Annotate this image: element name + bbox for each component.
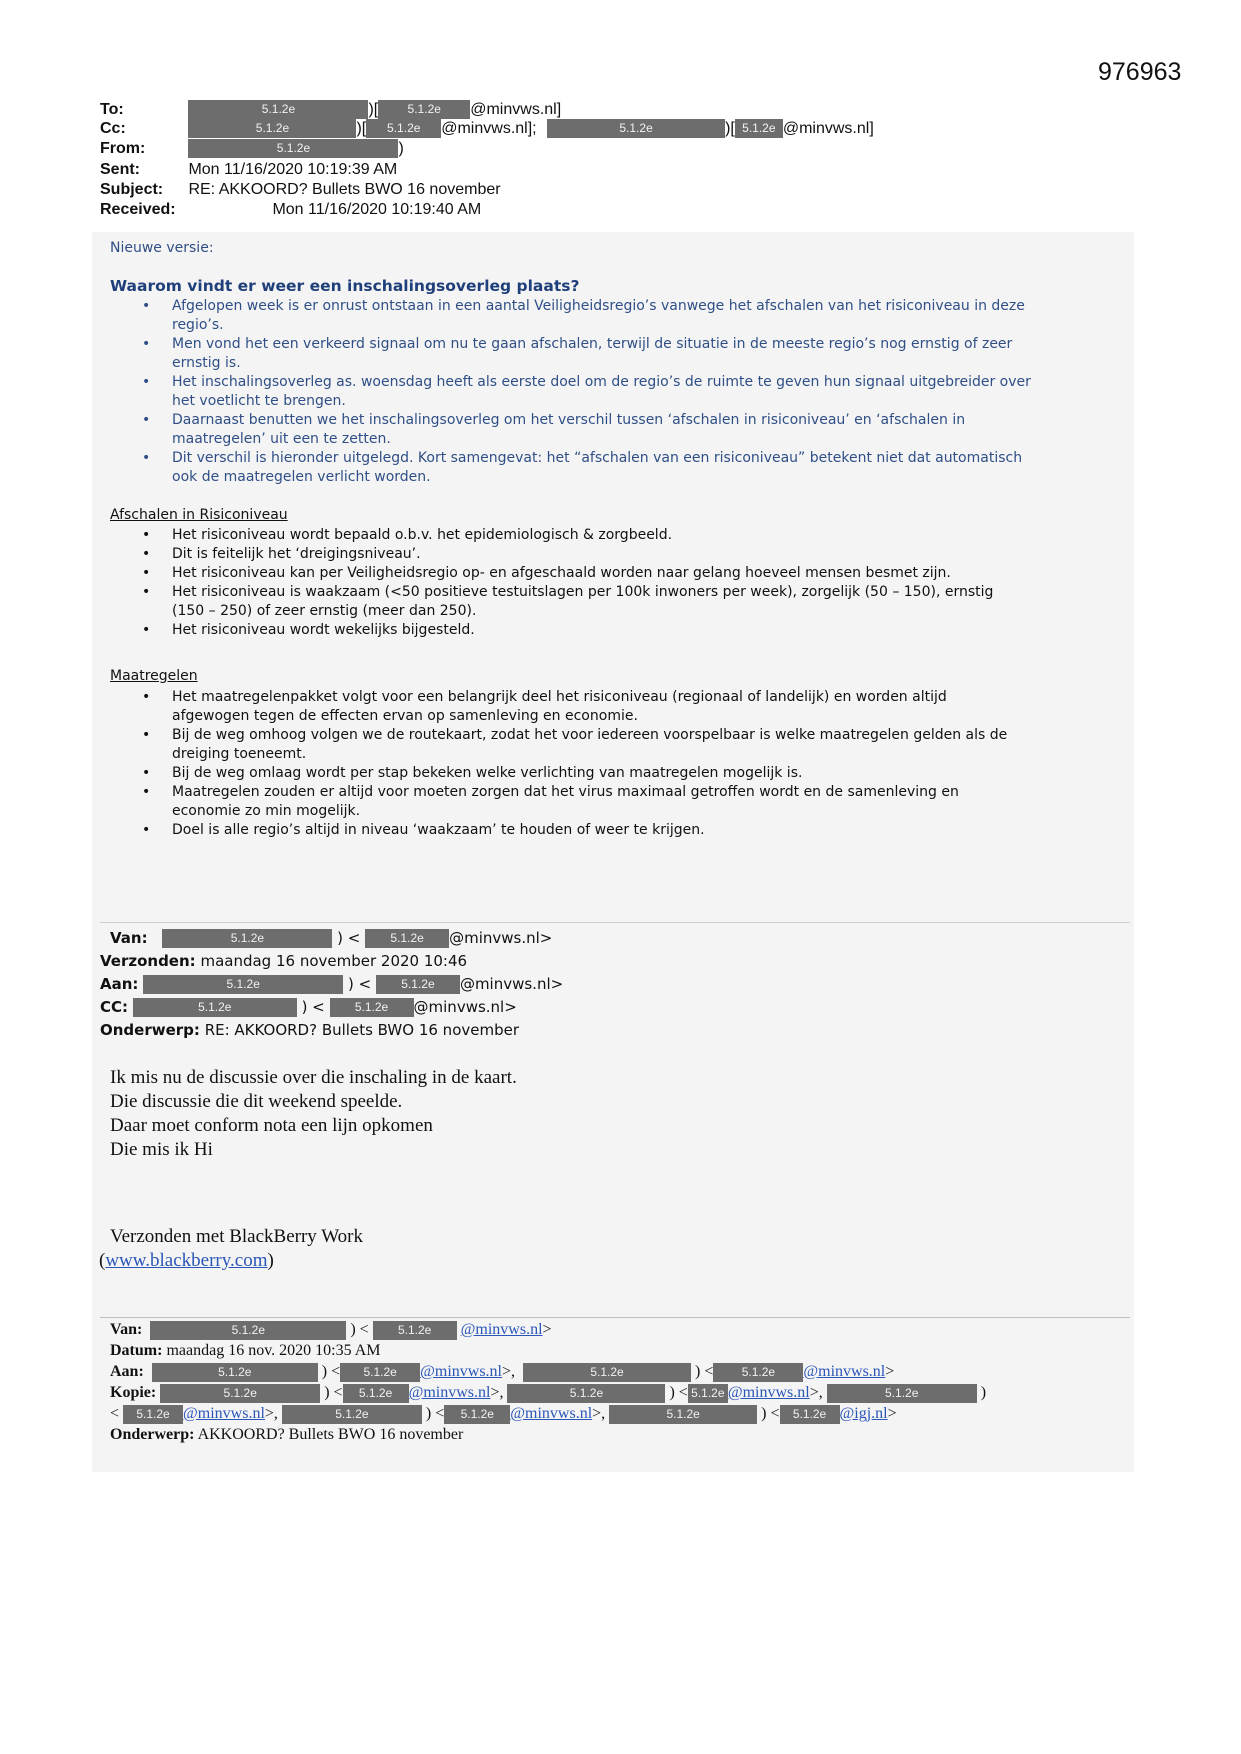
document-id: 976963 xyxy=(1098,58,1182,86)
intro-text: Nieuwe versie: xyxy=(110,240,214,256)
subject-value: RE: AKKOORD? Bullets BWO 16 november xyxy=(188,181,501,198)
bullet-text: Dit verschil is hieronder uitgelegd. Kort samengevat: het “afschalen van een risiconiveau” betekent niet dat automatisch xyxy=(172,450,1023,466)
bullet-item xyxy=(110,564,1140,583)
section-risiconiveau-title: Afschalen in Risiconiveau xyxy=(110,507,288,523)
bullet-item xyxy=(110,335,1140,373)
redaction: 5.1.2e xyxy=(340,1363,420,1382)
bullet-item xyxy=(110,297,1140,335)
mid-van-row: Van: 5.1.2e ) < 5.1.2e @minvws.nl> xyxy=(110,929,553,947)
redaction: 5.1.2e xyxy=(150,1321,346,1340)
bullet-item xyxy=(110,411,1140,449)
van-domain: @minvws.nl> xyxy=(449,929,553,947)
signature-link-line: (www.blackberry.com) xyxy=(99,1250,274,1271)
redaction: 5.1.2e xyxy=(713,1363,803,1382)
bullet-text: Afgelopen week is er onrust ontstaan in een aantal Veiligheidsregio’s vanwege het afschalen van het risiconiveau in deze xyxy=(172,298,1025,314)
email-link[interactable]: @minvws.nl xyxy=(420,1363,502,1380)
redaction: 5.1.2e xyxy=(780,1405,840,1424)
bullet-dot: • xyxy=(142,374,151,390)
bullet-text: Doel is alle regio’s altijd in niveau ‘waakzaam’ te houden of weer te krijgen. xyxy=(172,822,705,838)
bullet-text: Daarnaast benutten we het inschalingsoverleg om het verschil tussen ‘afschalen in risiconiveau’ en ‘afschalen in xyxy=(172,412,966,428)
van-label: Van: xyxy=(110,929,148,947)
bullet-item xyxy=(110,783,1140,821)
bullet-text: Het risiconiveau is waakzaam (<50 positieve testuitslagen per 100k inwoners per week), zorgelijk (50 – 150), ernstig xyxy=(172,584,994,600)
cc-domain-2: @minvws.nl] xyxy=(782,120,874,137)
redaction: 5.1.2e xyxy=(735,119,783,138)
bullet-text: Het inschalingsoverleg as. woensdag heeft als eerste doel om de regio’s de ruimte te geven hun signaal uitgebreider over xyxy=(172,374,1031,390)
redaction: 5.1.2e xyxy=(162,929,332,948)
email-link[interactable]: @minvws.nl xyxy=(183,1405,265,1422)
bullet-item xyxy=(110,583,1140,621)
bullet-item xyxy=(110,449,1140,487)
question-bullet-list xyxy=(110,297,1140,487)
bullet-text: Bij de weg omhoog volgen we de routekaart, zodat het voor iedereen voorspelbaar is welke maatregelen gelden als de xyxy=(172,727,1008,743)
bullet-dot: • xyxy=(142,336,151,352)
redaction: 5.1.2e xyxy=(688,1384,728,1403)
received-label: Received: xyxy=(100,201,176,218)
onderwerp-value: RE: AKKOORD? Bullets BWO 16 november xyxy=(204,1021,519,1039)
received-value: Mon 11/16/2020 10:19:40 AM xyxy=(272,201,482,218)
bottom-datum-row xyxy=(110,1341,381,1361)
bullet-text: regio’s. xyxy=(172,317,224,333)
verzonden-value: maandag 16 november 2020 10:46 xyxy=(200,952,468,970)
bullet-dot: • xyxy=(142,546,151,562)
aan-label: Aan: xyxy=(110,1363,144,1380)
bullet-dot: • xyxy=(142,622,151,638)
redaction: 5.1.2e xyxy=(143,975,343,994)
bullet-text: Het maatregelenpakket volgt voor een belangrijk deel het risiconiveau (regionaal of landelijk) en worden altijd xyxy=(172,689,947,705)
onderwerp-value: AKKOORD? Bullets BWO 16 november xyxy=(197,1426,464,1443)
redaction: 5.1.2e xyxy=(160,1384,320,1403)
redaction: 5.1.2e xyxy=(330,998,414,1017)
bullet-text: het voetlicht te brengen. xyxy=(172,393,346,409)
bullet-dot: • xyxy=(142,450,151,466)
message-line: Die mis ik Hi xyxy=(110,1139,213,1160)
aan-domain: @minvws.nl> xyxy=(459,975,564,993)
bottom-kopie-row: Kopie: 5.1.2e ) < 5.1.2e @minvws.nl>, 5.1.2e ) < 5.1.2e @minvws.nl>, 5.1.2e ) xyxy=(110,1384,987,1401)
bullet-text: Het risiconiveau wordt wekelijks bijgesteld. xyxy=(172,622,475,638)
sent-row xyxy=(100,160,397,180)
bullet-item xyxy=(110,545,1140,564)
datum-value: maandag 16 nov. 2020 10:35 AM xyxy=(166,1342,381,1359)
cc-domain-1: @minvws.nl]; xyxy=(441,120,537,137)
bullet-item xyxy=(110,821,1140,840)
redaction: 5.1.2e xyxy=(827,1384,977,1403)
bullet-text: Dit is feitelijk het ‘dreigingsniveau’. xyxy=(172,546,421,562)
bullet-text: Maatregelen zouden er altijd voor moeten zorgen dat het virus maximaal getroffen wordt en de samenleving en xyxy=(172,784,959,800)
bullet-dot: • xyxy=(142,822,151,838)
question-heading: Waarom vindt er weer een inschalingsoverleg plaats? xyxy=(110,277,580,295)
van-label: Van: xyxy=(110,1321,143,1338)
separator xyxy=(100,1317,1130,1318)
bottom-kopie-row-2: < 5.1.2e @minvws.nl>, 5.1.2e ) < 5.1.2e @minvws.nl>, 5.1.2e ) < 5.1.2e @igj.nl> xyxy=(110,1405,897,1422)
onderwerp-label: Onderwerp: xyxy=(100,1021,200,1039)
bullet-dot: • xyxy=(142,565,151,581)
blackberry-link[interactable]: www.blackberry.com xyxy=(105,1250,268,1271)
email-link[interactable]: @minvws.nl xyxy=(408,1384,491,1401)
section-maatregelen-title: Maatregelen xyxy=(110,668,198,684)
mid-verzonden-row xyxy=(100,951,467,971)
bullet-item xyxy=(110,726,1140,764)
received-row xyxy=(100,200,481,220)
email-link[interactable]: @igj.nl xyxy=(839,1405,888,1422)
bullet-item xyxy=(110,688,1140,726)
aan-label: Aan: xyxy=(100,975,139,993)
redaction: 5.1.2e xyxy=(507,1384,665,1403)
from-row xyxy=(100,139,404,159)
bullet-dot: • xyxy=(142,727,151,743)
redaction: 5.1.2e xyxy=(609,1405,757,1424)
kopie-label: Kopie: xyxy=(110,1384,157,1401)
bottom-van-row: Van: 5.1.2e ) < 5.1.2e @minvws.nl> xyxy=(110,1321,552,1338)
redaction: 5.1.2e xyxy=(444,1405,510,1424)
mid-onderwerp-row xyxy=(100,1020,519,1040)
cc-label: CC: xyxy=(100,998,129,1016)
bullet-dot: • xyxy=(142,412,151,428)
bullet-dot: • xyxy=(142,298,151,314)
bullet-text: Men vond het een verkeerd signaal om nu te gaan afschalen, terwijl de situatie in de meeste regio’s nog ernstig of zeer xyxy=(172,336,1013,352)
redaction: 5.1.2e xyxy=(188,100,368,119)
bullet-item xyxy=(110,373,1140,411)
bullet-dot: • xyxy=(142,689,151,705)
email-link[interactable]: @minvws.nl xyxy=(727,1384,810,1401)
bullet-item xyxy=(110,621,1140,640)
bullet-dot: • xyxy=(142,584,151,600)
redaction: 5.1.2e xyxy=(188,139,398,158)
sent-value: Mon 11/16/2020 10:19:39 AM xyxy=(188,161,398,178)
redaction: 5.1.2e xyxy=(188,119,356,138)
redaction: 5.1.2e xyxy=(373,1321,457,1340)
to-domain: @minvws.nl] xyxy=(470,101,562,118)
email-link[interactable]: @minvws.nl xyxy=(510,1405,593,1422)
bullet-text: Het risiconiveau wordt bepaald o.b.v. het epidemiologisch & zorgbeeld. xyxy=(172,527,673,543)
cc-domain: @minvws.nl> xyxy=(413,998,517,1016)
message-line: Ik mis nu de discussie over die inschaling in de kaart. xyxy=(110,1067,517,1088)
from-label: From: xyxy=(100,140,146,157)
bullet-dot: • xyxy=(142,784,151,800)
bullet-item xyxy=(110,764,1140,783)
redaction: 5.1.2e xyxy=(378,100,470,119)
cc-label: Cc: xyxy=(100,120,126,137)
to-row: To: 5.1.2e )[ 5.1.2e @minvws.nl] xyxy=(100,101,562,118)
bottom-onderwerp-row xyxy=(110,1425,463,1445)
to-label: To: xyxy=(100,101,124,118)
verzonden-label: Verzonden: xyxy=(100,952,196,970)
bullet-text: afgewogen tegen de effecten ervan op samenleving en economie. xyxy=(172,708,638,724)
mid-aan-row: Aan: 5.1.2e ) < 5.1.2e @minvws.nl> xyxy=(100,975,564,993)
sent-label: Sent: xyxy=(100,161,140,178)
bullet-text: maatregelen’ uit een te zetten. xyxy=(172,431,391,447)
redaction: 5.1.2e xyxy=(366,119,441,138)
bullet-text: ernstig is. xyxy=(172,355,241,371)
cc-row: Cc: 5.1.2e )[ 5.1.2e @minvws.nl]; 5.1.2e )[ 5.1.2e @minvws.nl] xyxy=(100,120,874,137)
redaction: 5.1.2e xyxy=(376,975,460,994)
bottom-aan-row: Aan: 5.1.2e ) < 5.1.2e @minvws.nl>, 5.1.2e ) < 5.1.2e @minvws.nl> xyxy=(110,1363,895,1380)
bullet-dot: • xyxy=(142,527,151,543)
redaction: 5.1.2e xyxy=(365,929,449,948)
message-line: Daar moet conform nota een lijn opkomen xyxy=(110,1115,433,1136)
redaction: 5.1.2e xyxy=(282,1405,422,1424)
redaction: 5.1.2e xyxy=(152,1363,318,1382)
van-domain[interactable]: @minvws.nl xyxy=(460,1321,543,1338)
bullet-text: ook de maatregelen verlicht worden. xyxy=(172,469,431,485)
maatregelen-bullet-list xyxy=(110,688,1140,840)
bullet-text: (150 – 250) of zeer ernstig (meer dan 250). xyxy=(172,603,477,619)
email-link[interactable]: @minvws.nl xyxy=(803,1363,886,1380)
subject-label: Subject: xyxy=(100,181,164,198)
risiconiveau-bullet-list xyxy=(110,526,1140,640)
bullet-dot: • xyxy=(142,765,151,781)
redaction: 5.1.2e xyxy=(547,119,725,138)
bullet-text: Het risiconiveau kan per Veiligheidsregio op- en afgeschaald worden naar gelang hoeveel mensen besmet zijn. xyxy=(172,565,951,581)
bullet-text: economie zo min mogelijk. xyxy=(172,803,361,819)
bullet-text: dreiging toeneemt. xyxy=(172,746,307,762)
bullet-item xyxy=(110,526,1140,545)
signature-text: Verzonden met BlackBerry Work xyxy=(110,1226,363,1247)
subject-row xyxy=(100,180,501,200)
redaction: 5.1.2e xyxy=(523,1363,691,1382)
message-line: Die discussie die dit weekend speelde. xyxy=(110,1091,403,1112)
onderwerp-label: Onderwerp: xyxy=(110,1426,195,1443)
bullet-text: Bij de weg omlaag wordt per stap bekeken welke verlichting van maatregelen mogelijk is. xyxy=(172,765,803,781)
paren: ) xyxy=(398,140,404,157)
mid-cc-row: CC: 5.1.2e ) < 5.1.2e @minvws.nl> xyxy=(100,998,517,1016)
redaction: 5.1.2e xyxy=(123,1405,183,1424)
redaction: 5.1.2e xyxy=(133,998,297,1017)
redaction: 5.1.2e xyxy=(343,1384,409,1403)
separator xyxy=(100,922,1130,923)
datum-label: Datum: xyxy=(110,1342,163,1359)
